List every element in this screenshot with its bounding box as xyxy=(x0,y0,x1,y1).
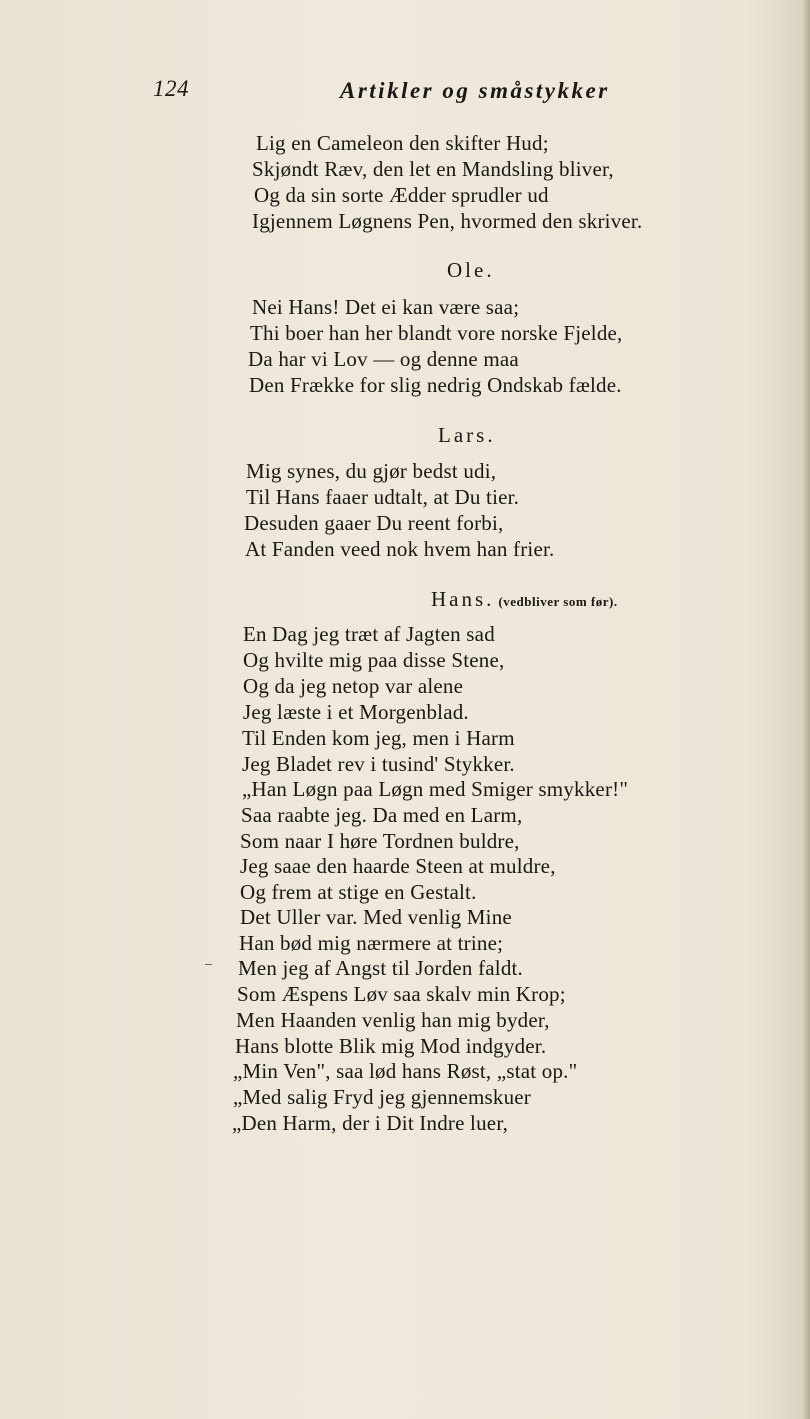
verse-line: Hans blotte Blik mig Mod indgyder. xyxy=(235,1034,547,1058)
verse-line: Som naar I høre Tordnen buldre, xyxy=(240,829,520,853)
verse-line: Og da sin sorte Ædder sprudler ud xyxy=(254,183,549,207)
verse-line: Til Hans faaer udtalt, at Du tier. xyxy=(246,485,520,509)
verse-line: Mig synes, du gjør bedst udi, xyxy=(246,459,497,483)
verse-line: Da har vi Lov — og denne maa xyxy=(248,347,519,371)
page-edge-shadow xyxy=(802,0,810,1419)
verse-line: „Med salig Fryd jeg gjennemskuer xyxy=(233,1085,532,1109)
verse-line: En Dag jeg træt af Jagten sad xyxy=(243,622,495,646)
verse-line: Jeg saae den haarde Steen at muldre, xyxy=(240,854,556,878)
verse-line: Desuden gaaer Du reent forbi, xyxy=(244,511,504,535)
verse-line: Det Uller var. Med venlig Mine xyxy=(240,905,512,929)
verse-line: Saa raabte jeg. Da med en Larm, xyxy=(241,803,523,827)
verse-line: Til Enden kom jeg, men i Harm xyxy=(242,726,515,750)
running-title: Artikler og småstykker xyxy=(340,78,610,103)
verse-line: Lig en Cameleon den skifter Hud; xyxy=(256,131,549,155)
verse-line: Som Æspens Løv saa skalv min Krop; xyxy=(237,982,566,1006)
verse-line: Jeg læste i et Morgenblad. xyxy=(243,700,469,724)
verse-line: Men jeg af Angst til Jorden faldt. xyxy=(238,956,523,980)
verse-line: „Den Harm, der i Dit Indre luer, xyxy=(232,1111,509,1135)
stage-direction: (vedbliver som før). xyxy=(498,594,618,609)
verse-line: Og hvilte mig paa disse Stene, xyxy=(243,648,505,672)
speaker-lars: Lars. xyxy=(438,423,496,447)
verse-line: Og frem at stige en Gestalt. xyxy=(240,880,477,904)
verse-line: Og da jeg netop var alene xyxy=(243,674,464,698)
verse-line: Thi boer han her blandt vore norske Fjelde, xyxy=(250,321,623,345)
verse-line: Igjennem Løgnens Pen, hvormed den skriver. xyxy=(252,209,643,233)
verse-line: Den Frække for slig nedrig Ondskab fælde. xyxy=(249,373,622,397)
speaker-ole: Ole. xyxy=(447,258,495,282)
page-header xyxy=(0,76,810,110)
verse-line: Skjøndt Ræv, den let en Mandsling bliver, xyxy=(252,157,614,181)
verse-line: Jeg Bladet rev i tusind' Stykker. xyxy=(242,752,515,776)
verse-line: „Min Ven", saa lød hans Røst, „stat op." xyxy=(233,1059,578,1083)
speaker-hans-name: Hans. xyxy=(431,587,495,611)
margin-mark xyxy=(205,964,212,965)
verse-line: Han bød mig nærmere at trine; xyxy=(239,931,504,955)
speaker-hans xyxy=(431,587,618,612)
verse-line: „Han Løgn paa Løgn med Smiger smykker!" xyxy=(242,777,629,801)
verse-line: Nei Hans! Det ei kan være saa; xyxy=(252,295,520,319)
page-number: 124 xyxy=(153,76,189,101)
verse-line: At Fanden veed nok hvem han frier. xyxy=(245,537,555,561)
verse-line: Men Haanden venlig han mig byder, xyxy=(236,1008,550,1032)
